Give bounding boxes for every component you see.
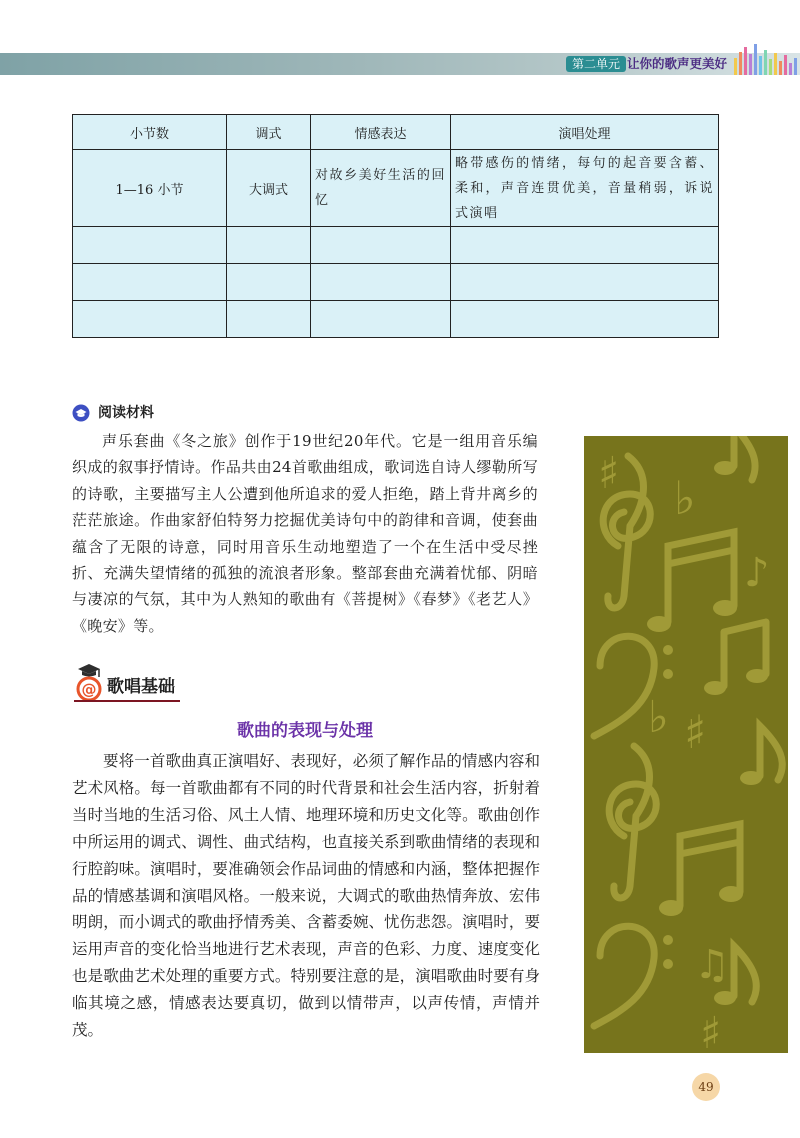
music-notes-pattern-icon — [584, 436, 788, 1053]
section-paragraph: 要将一首歌曲真正演唱好、表现好，必须了解作品的情感内容和艺术风格。每一首歌曲都有不同的时代背景和社会生活内容，折射着当时当地的生活习俗、风土人情、地理环境和历史文化等。歌曲创作中所运用的调式、调性、曲式结构，也直接关系到歌曲情绪的表现和行腔韵味。演唱时，要准确领会作品词曲的情感和内涵，整体把握作品的情感基调和演唱风格。一般来说，大调式的歌曲热情奔放、宏伟明朗，而小调式的歌曲抒情秀美、含蓄委婉、忧伤悲怨。演唱时，要运用声音的变化恰当地进行艺术表现，声音的色彩、力度、速度变化也是歌曲艺术处理的重要方式。特别要注意的是，演唱歌曲时要有身临其境之感，情感表达要真切，做到以情带声，以声传情，声情并茂。 — [72, 752, 540, 1040]
table-cell — [311, 227, 451, 264]
table-row — [73, 150, 719, 227]
page-number: 49 — [692, 1073, 720, 1101]
table-cell: 1—16 小节 — [73, 150, 227, 227]
unit-title: 让你的歌声更美好 — [627, 56, 728, 71]
table-cell — [311, 264, 451, 301]
table-cell — [73, 301, 227, 338]
section-underline — [74, 700, 180, 702]
table-cell — [73, 264, 227, 301]
table-cell: 对故乡美好生活的回忆 — [311, 150, 451, 227]
svg-text:♭: ♭ — [674, 471, 696, 525]
reading-title: 阅读材料 — [98, 405, 154, 421]
reading-paragraph: 声乐套曲《冬之旅》创作于19世纪20年代。它是一组用音乐编织成的叙事抒情诗。作品共由24首歌曲组成，歌词选自诗人缪勒所写的诗歌，主要描写主人公遭到他所追求的爱人拒绝，踏上背井离乡的茫茫旅途。作曲家舒伯特努力挖掘优美诗句中的韵律和音调，使套曲蕴含了无限的诗意，同时用音乐生动地塑造了一个在生活中受尽挫折、充满失望情绪的孤独的流浪者形象。整部套曲充满着忧郁、阴暗与凄凉的气氛，其中为人熟知的歌曲有《菩提树》《春梦》《老艺人》《晚安》等。 — [72, 432, 538, 635]
svg-text:♫: ♫ — [694, 942, 730, 988]
section-title: 歌唱基础 — [107, 677, 175, 697]
table-cell — [311, 301, 451, 338]
analysis-table — [72, 114, 719, 338]
graduation-at-icon — [74, 662, 104, 702]
table-cell — [73, 227, 227, 264]
table-cell — [227, 301, 311, 338]
table-row — [73, 264, 719, 301]
table-cell: 大调式 — [227, 150, 311, 227]
unit-badge: 第二单元 — [566, 56, 626, 72]
table-header-row — [73, 115, 719, 150]
table-header-cell: 小节数 — [73, 115, 227, 150]
svg-text:♪: ♪ — [744, 550, 770, 596]
music-notes-panel — [584, 436, 788, 1053]
table-cell — [451, 264, 719, 301]
table-cell — [227, 227, 311, 264]
table-header-cell: 情感表达 — [311, 115, 451, 150]
decorative-bars-icon — [732, 44, 800, 75]
table-header-cell: 调式 — [227, 115, 311, 150]
svg-text:@: @ — [81, 680, 97, 699]
reading-heading — [72, 403, 154, 423]
book-cap-icon — [72, 404, 90, 422]
section-subtitle: 歌曲的表现与处理 — [237, 721, 373, 741]
section-heading — [74, 662, 180, 702]
svg-text:♭: ♭ — [648, 692, 669, 743]
svg-text:♯: ♯ — [700, 1008, 722, 1053]
table-cell — [451, 227, 719, 264]
table-cell — [227, 264, 311, 301]
table-row — [73, 227, 719, 264]
table-cell: 略带感伤的情绪，每句的起音要含蓄、柔和，声音连贯优美，音量稍弱，诉说式演唱 — [451, 150, 719, 227]
table-cell — [451, 301, 719, 338]
svg-text:♯: ♯ — [598, 448, 620, 499]
table-row — [73, 301, 719, 338]
table-header-cell: 演唱处理 — [451, 115, 719, 150]
svg-text:♯: ♯ — [684, 705, 707, 759]
